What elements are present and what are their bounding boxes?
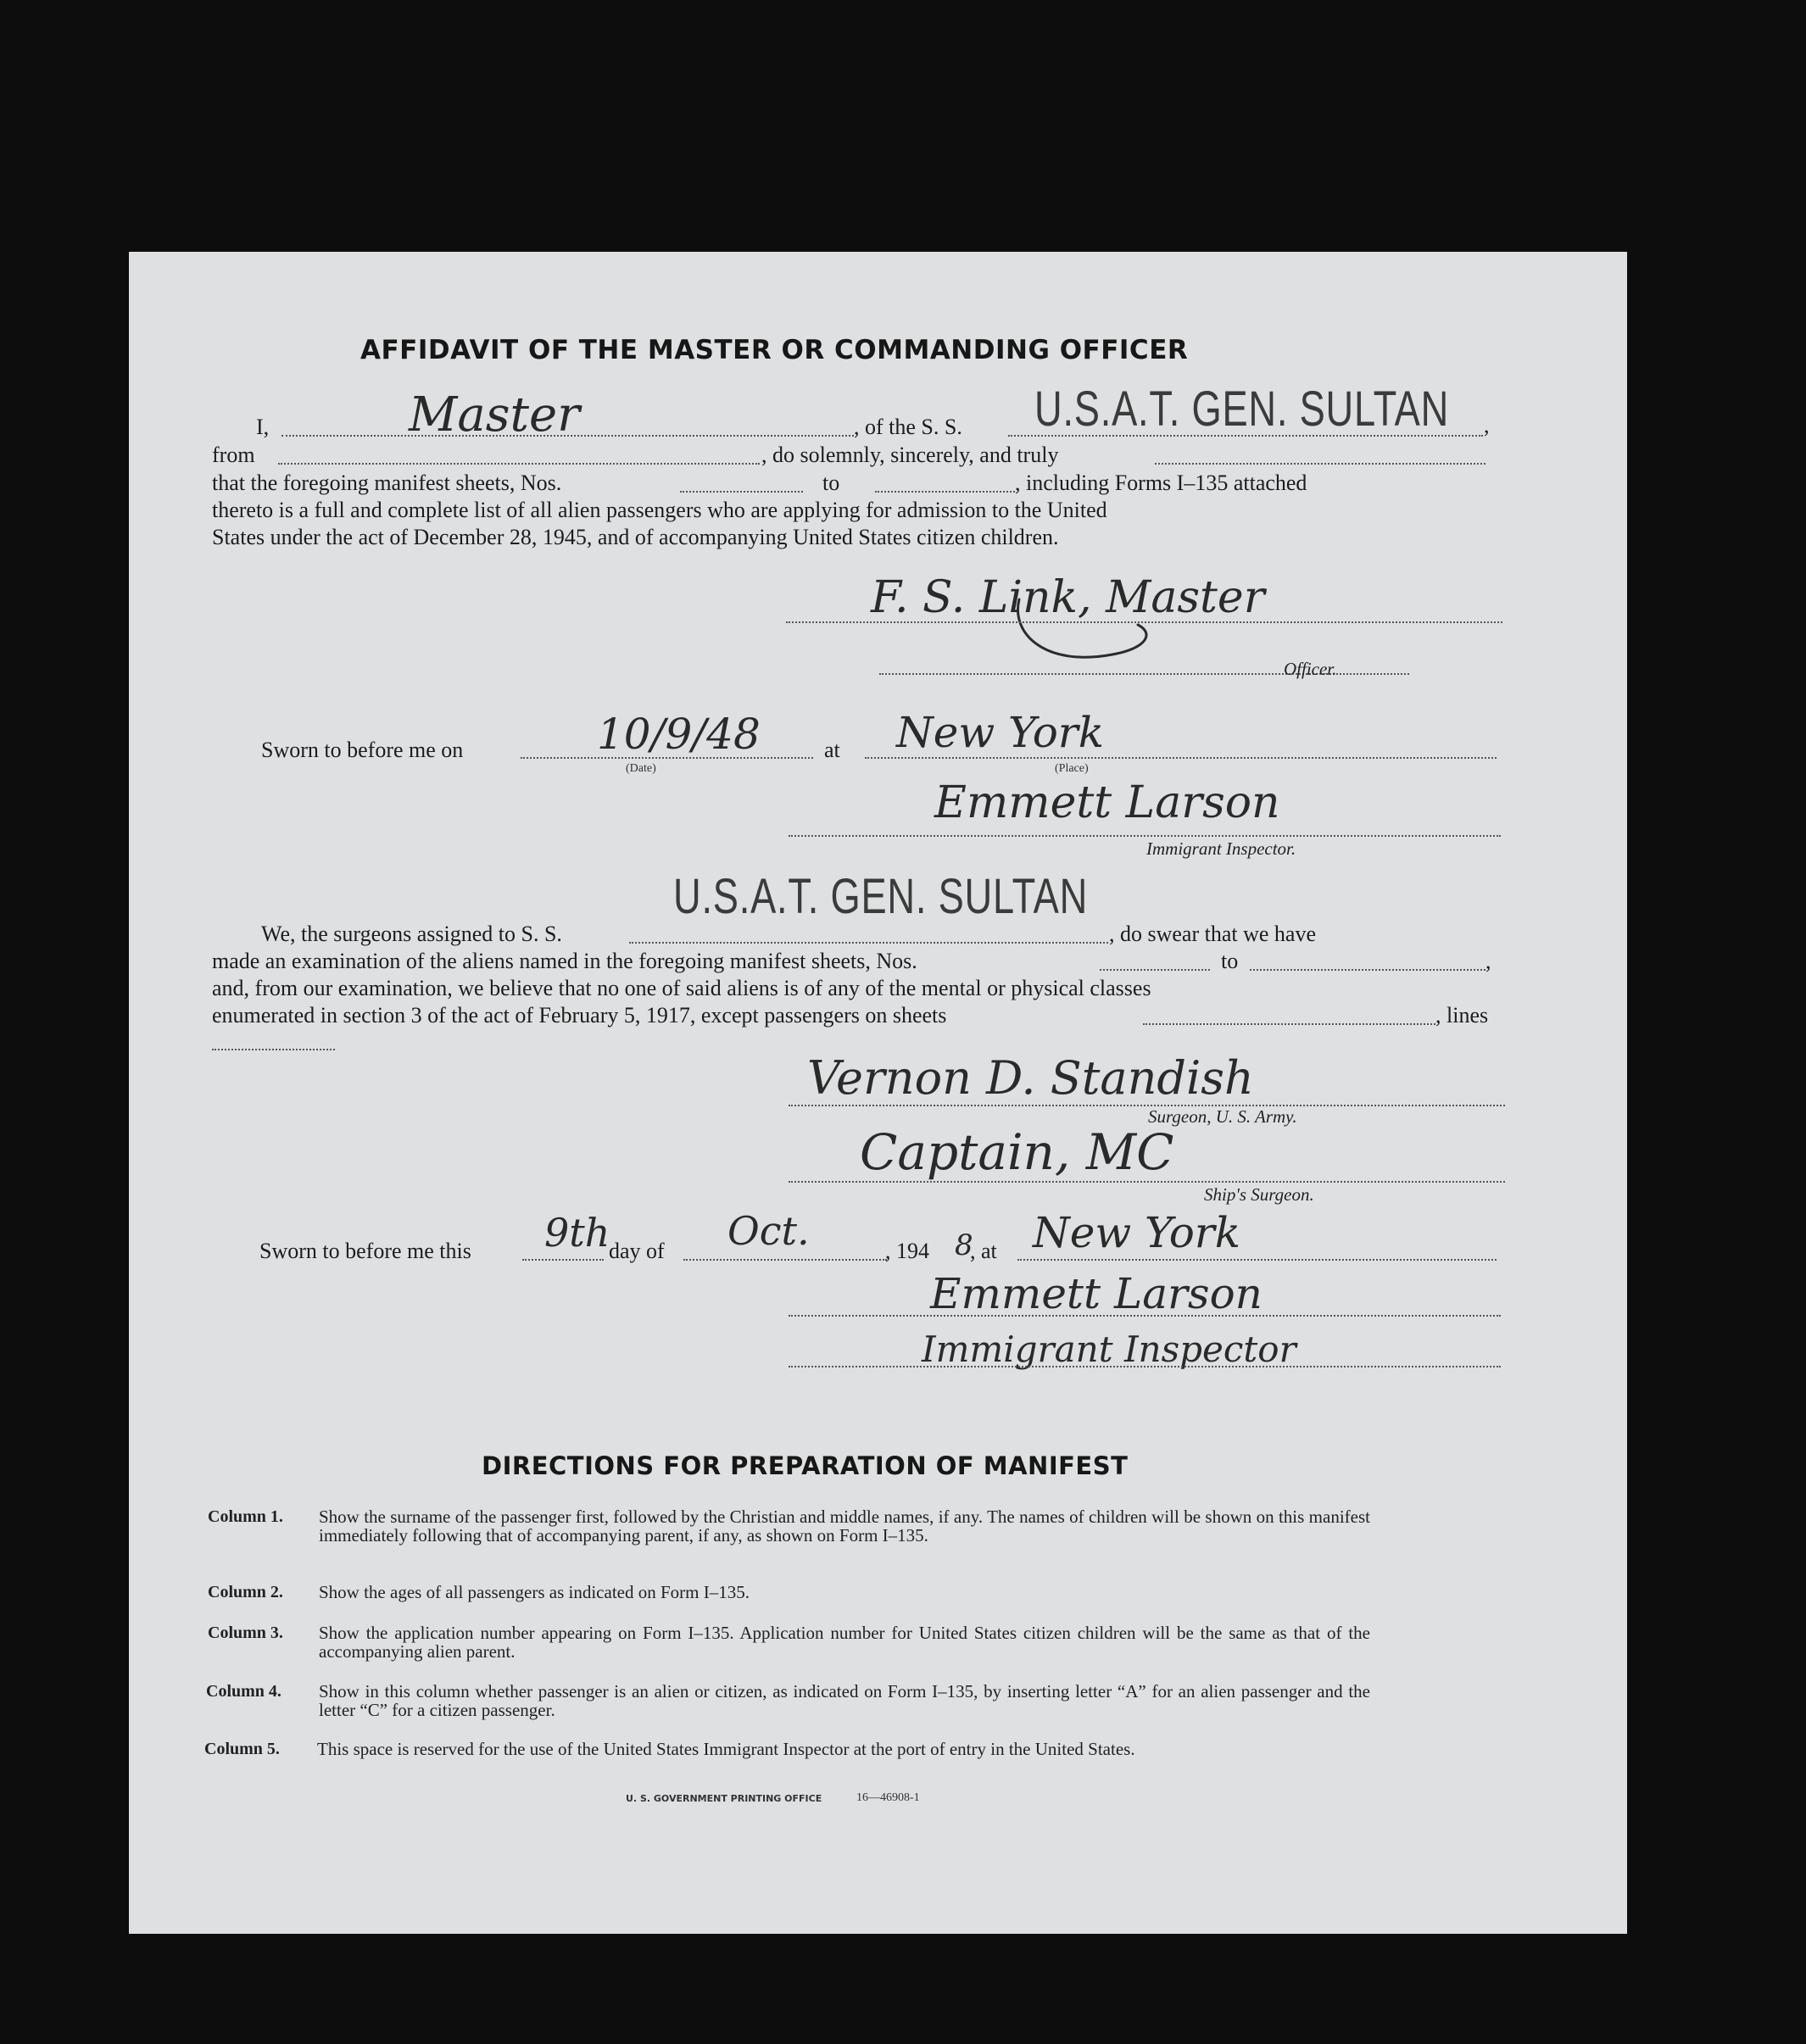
text-at-1: at xyxy=(824,738,840,762)
surgeon-nos-from xyxy=(1100,969,1210,971)
handwritten-date: 10/9/48 xyxy=(597,710,761,759)
text-from: from xyxy=(212,443,255,467)
text-including: , including Forms I–135 attached xyxy=(1015,471,1307,495)
text-solemnly: , do solemnly, sincerely, and truly xyxy=(761,443,1059,467)
place-caption: (Place) xyxy=(1055,762,1089,775)
column-4-label: Column 4. xyxy=(206,1682,281,1701)
surgeons-text-2c: , xyxy=(1485,949,1491,973)
surgeons-text-1b: , do swear that we have xyxy=(1109,922,1317,946)
column-2-text: Show the ages of all passengers as indicated on Form I–135. xyxy=(319,1582,750,1602)
column-1-text: Show the surname of the passenger first, followed by the Christian and middle names, if any. The names of children will be shown on this manifest immediately following that of accompanying parent, if any, as shown on Form I–135. xyxy=(319,1507,1370,1546)
inspector-signature-2: Emmett Larson xyxy=(930,1269,1263,1318)
from-blank xyxy=(278,463,760,465)
column-2-label: Column 2. xyxy=(208,1583,283,1601)
surgeons-text-2b: to xyxy=(1221,949,1239,973)
column-4-text: Show in this column whether passenger is an alien or citizen, as indicated on Form I–135, by inserting letter “A” for an alien passenger and the letter “C” for a citizen passenger. xyxy=(319,1681,1370,1720)
trailing-blank xyxy=(1155,463,1485,465)
text-manifest-nos: that the foregoing manifest sheets, Nos. xyxy=(212,471,562,495)
ship-name-stamp-2: U.S.A.T. GEN. SULTAN xyxy=(673,869,1089,924)
column-3-label: Column 3. xyxy=(208,1624,283,1642)
handwritten-name: Master xyxy=(409,387,580,443)
text-full-list: thereto is a full and complete list of all alien passengers who are applying for admission to the United xyxy=(212,498,1107,522)
surgeons-text-1a: We, the surgeons assigned to S. S. xyxy=(261,922,562,946)
nos-to-blank xyxy=(875,491,1015,493)
directions-title: DIRECTIONS FOR PREPARATION OF MANIFEST xyxy=(482,1451,1129,1480)
text-comma: , xyxy=(1484,413,1490,437)
ship-surgeon-caption: Ship's Surgeon. xyxy=(1204,1184,1314,1205)
inspector-caption-1: Immigrant Inspector. xyxy=(1146,838,1296,859)
sworn-label-1: Sworn to before me on xyxy=(261,738,464,762)
surgeons-text-2a: made an examination of the aliens named in the foregoing manifest sheets, Nos. xyxy=(212,949,917,973)
form-code: 16—46908-1 xyxy=(856,1791,920,1804)
day-blank xyxy=(522,1259,604,1261)
officer-caption: Officer. xyxy=(1284,659,1337,679)
document-page xyxy=(129,252,1627,1934)
handwritten-day: 9th xyxy=(544,1210,610,1256)
place-blank xyxy=(865,757,1497,759)
signature-flourish xyxy=(1011,574,1163,667)
handwritten-year-digit: 8 xyxy=(955,1228,973,1262)
handwritten-place: New York xyxy=(896,708,1104,757)
text-i: I, xyxy=(256,415,270,439)
text-at-2: , at xyxy=(970,1239,997,1263)
master-signature-line xyxy=(786,621,1502,623)
printer-line: U. S. GOVERNMENT PRINTING OFFICE xyxy=(626,1793,822,1804)
column-3-text: Show the application number appearing on Form I–135. Application number for United States citizen children will be the same as that of the accompanying alien parent. xyxy=(319,1623,1370,1662)
affidavit-title: AFFIDAVIT OF THE MASTER OR COMMANDING OFFICER xyxy=(360,335,1189,365)
text-act-1945: States under the act of December 28, 1945, and of accompanying United States citizen children. xyxy=(212,525,1059,549)
surgeon-nos-to xyxy=(1250,969,1485,971)
column-5-text: This space is reserved for the use of the United States Immigrant Inspector at the port of entry in the United States. xyxy=(317,1739,1135,1759)
inspector-signature-1: Emmett Larson xyxy=(934,777,1280,828)
inspector-line-2a xyxy=(789,1315,1501,1317)
column-1-label: Column 1. xyxy=(208,1507,283,1526)
text-to: to xyxy=(822,471,840,495)
place-blank-2 xyxy=(1017,1259,1497,1261)
sworn-label-2: Sworn to before me this xyxy=(259,1239,471,1263)
handwritten-inspector-title: Immigrant Inspector xyxy=(922,1328,1296,1370)
surgeons-text-3: and, from our examination, we believe that no one of said aliens is of any of the mental or physical classes xyxy=(212,976,1151,1000)
surgeons-text-4a: enumerated in section 3 of the act of February 5, 1917, except passengers on sheets xyxy=(212,1003,947,1028)
surgeon-caption: Surgeon, U. S. Army. xyxy=(1148,1106,1297,1127)
text-year-prefix: , 194 xyxy=(885,1239,929,1263)
nos-from-blank xyxy=(680,491,803,493)
handwritten-place-2: New York xyxy=(1033,1208,1240,1257)
surgeon-ship-blank xyxy=(629,942,1108,944)
ship-name-stamp: U.S.A.T. GEN. SULTAN xyxy=(1034,382,1450,437)
surgeon-signature-line xyxy=(789,1105,1505,1106)
master-signature: F. S. Link, Master xyxy=(871,572,1265,623)
lines-blank xyxy=(212,1049,335,1050)
inspector-line-2b xyxy=(789,1366,1501,1367)
surgeon-signature: Vernon D. Standish xyxy=(807,1051,1254,1105)
column-5-label: Column 5. xyxy=(204,1740,280,1758)
sheets-blank xyxy=(1143,1023,1435,1025)
handwritten-month: Oct. xyxy=(727,1208,810,1254)
date-caption: (Date) xyxy=(626,762,656,775)
month-blank xyxy=(683,1259,887,1261)
ship-blank xyxy=(1008,435,1483,437)
text-of-ss: , of the S. S. xyxy=(854,415,962,439)
ship-surgeon-line xyxy=(789,1181,1505,1183)
ship-surgeon-signature: Captain, MC xyxy=(860,1123,1174,1181)
text-day-of: day of xyxy=(609,1239,665,1263)
inspector-line-1 xyxy=(789,835,1501,837)
surgeons-text-4b: , lines xyxy=(1435,1003,1489,1028)
